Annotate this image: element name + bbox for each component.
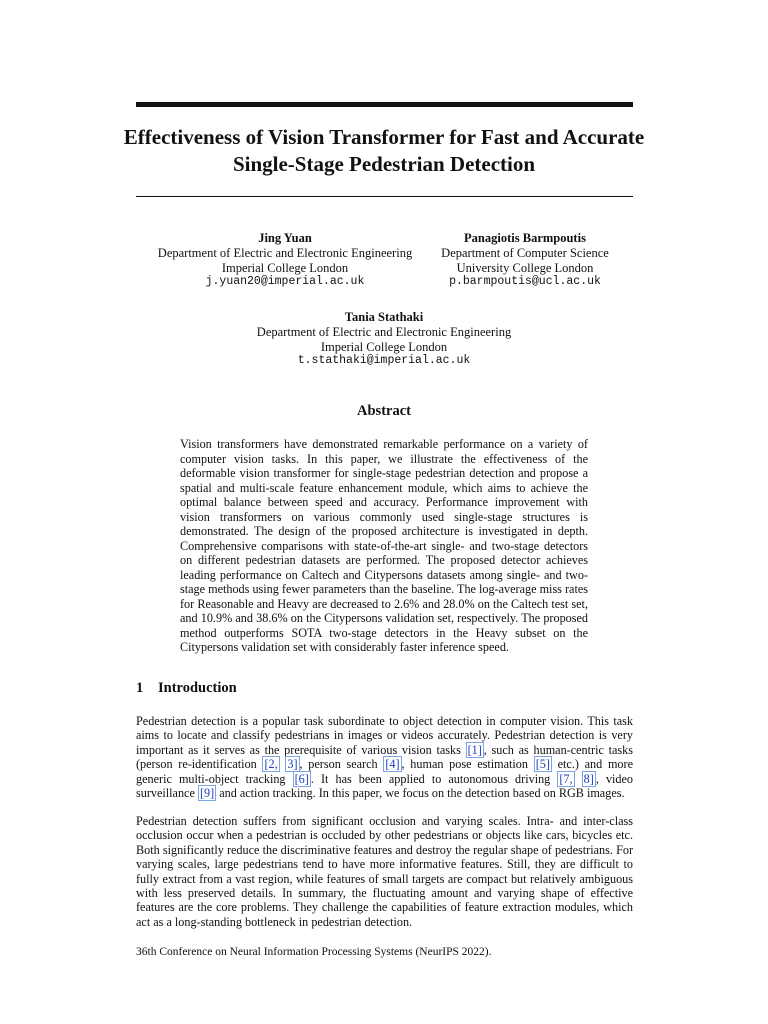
citation-link[interactable]: [6] xyxy=(294,771,309,786)
paper-title: Effectiveness of Vision Transformer for Fast and Accurate Single-Stage Pedestrian Detection xyxy=(123,125,645,176)
author-dept: Department of Electric and Electronic Engineering xyxy=(256,324,512,339)
title-rule xyxy=(136,196,633,197)
section-heading xyxy=(136,680,237,697)
abstract-heading: Abstract xyxy=(357,403,411,419)
citation-link[interactable]: 3] xyxy=(287,757,298,772)
author-block-3 xyxy=(234,310,534,369)
abstract-text: Vision transformers have demonstrated remarkable performance on a variety of computer vision tasks. In this paper, we illustrate the effectiveness of the deformable vision transformer for single-stage pedestrian detection and propose a spatial and multi-scale feature enhancement module, which aims to achieve the optimal balance between speed and accuracy. Performance improvement with vision transformers on various commonly used single-stage structures is demonstrated. The design of the proposed architecture is investigated in depth. Comprehensive comparisons with state-of-the-art single- and two-stage detectors on different pedestrian datasets are performed. The proposed detector achieves leading performance on Caltech and Citypersons datasets among single- and two-stage methods using fewer parameters than the baseline. The log-average miss rates for Reasonable and Heavy are decreased to 2.6% and 28.0% on the Caltech test set, and 10.9% and 38.6% on the Citypersons validation set, respectively. The proposed method outperforms SOTA two-stage detectors in the Heavy subset on the Citypersons validation set with considerably faster inference speed. xyxy=(180,437,588,654)
citation-link[interactable]: 8] xyxy=(583,771,594,786)
paragraph-text: , such as human-centric tasks (person re-identification xyxy=(136,742,633,772)
author-block-1 xyxy=(150,231,420,290)
citation-link[interactable]: [7, xyxy=(559,771,573,786)
author-name: Jing Yuan xyxy=(258,231,312,245)
citation-link[interactable]: [4] xyxy=(385,757,400,772)
section-title: Introduction xyxy=(158,680,237,696)
intro-paragraph-2: Pedestrian detection suffers from significant occlusion and varying scales. Intra- and inter-class occlusion occur when a pedestrian is occluded by other pedestrians or objects like cars, bicycles etc. Both significantly reduce the discriminative features and destroy the regular shape of pedestrians. For varying scales, large pedestrians tend to have more informative features. Still, they are difficult to fully extract from a vast region, while features of small targets are compact but relatively ambiguous with less preserved details. In summary, the fluctuating amount and varying shape of effective features are the core problems. They challenge the capabilities of feature extraction modules, which act as a long-standing bottleneck in pedestrian detection. xyxy=(136,814,633,929)
paragraph-text: etc.) and more generic multi-object tracking xyxy=(136,757,633,786)
paragraph-text: , person search xyxy=(299,757,384,772)
author-block-2 xyxy=(428,231,622,290)
author-email[interactable]: p.barmpoutis@ucl.ac.uk xyxy=(449,275,601,289)
author-inst: Imperial College London xyxy=(320,339,448,354)
paragraph-text: , video surveillance xyxy=(136,771,634,801)
author-dept: Department of Computer Science xyxy=(441,245,609,260)
top-rule xyxy=(136,102,633,107)
author-dept: Department of Electric and Electronic Engineering xyxy=(157,245,413,260)
author-name: Tania Stathaki xyxy=(344,310,424,324)
citation-link[interactable]: [1] xyxy=(467,742,482,757)
paragraph-text xyxy=(575,772,582,786)
section-number: 1 xyxy=(136,680,144,696)
author-name: Panagiotis Barmpoutis xyxy=(464,231,586,245)
author-inst: Imperial College London xyxy=(221,260,349,275)
paragraph-text: , human pose estimation xyxy=(401,757,534,772)
citation-link[interactable]: [9] xyxy=(199,786,215,801)
intro-paragraph-1 xyxy=(136,714,633,800)
author-inst: University College London xyxy=(456,260,594,275)
author-email[interactable]: j.yuan20@imperial.ac.uk xyxy=(205,275,365,289)
conference-footer: 36th Conference on Neural Information Processing Systems (NeurIPS 2022). xyxy=(136,946,492,958)
citation-link[interactable]: [5] xyxy=(535,757,550,772)
paragraph-text: and action tracking. In this paper, we focus on the detection based on RGB images. xyxy=(216,786,625,801)
author-email[interactable]: t.stathaki@imperial.ac.uk xyxy=(297,354,471,368)
citation-link[interactable]: [2, xyxy=(264,757,278,772)
paragraph-text: Pedestrian detection is a popular task subordinate to object detection in computer vision. This task aims to locate and classify pedestrians in images or videos accurately. Pedestrian detection is very important as it serves as the prerequisite of various vision tasks xyxy=(136,714,633,757)
paragraph-text: . It has been applied to autonomous driving xyxy=(310,771,558,786)
